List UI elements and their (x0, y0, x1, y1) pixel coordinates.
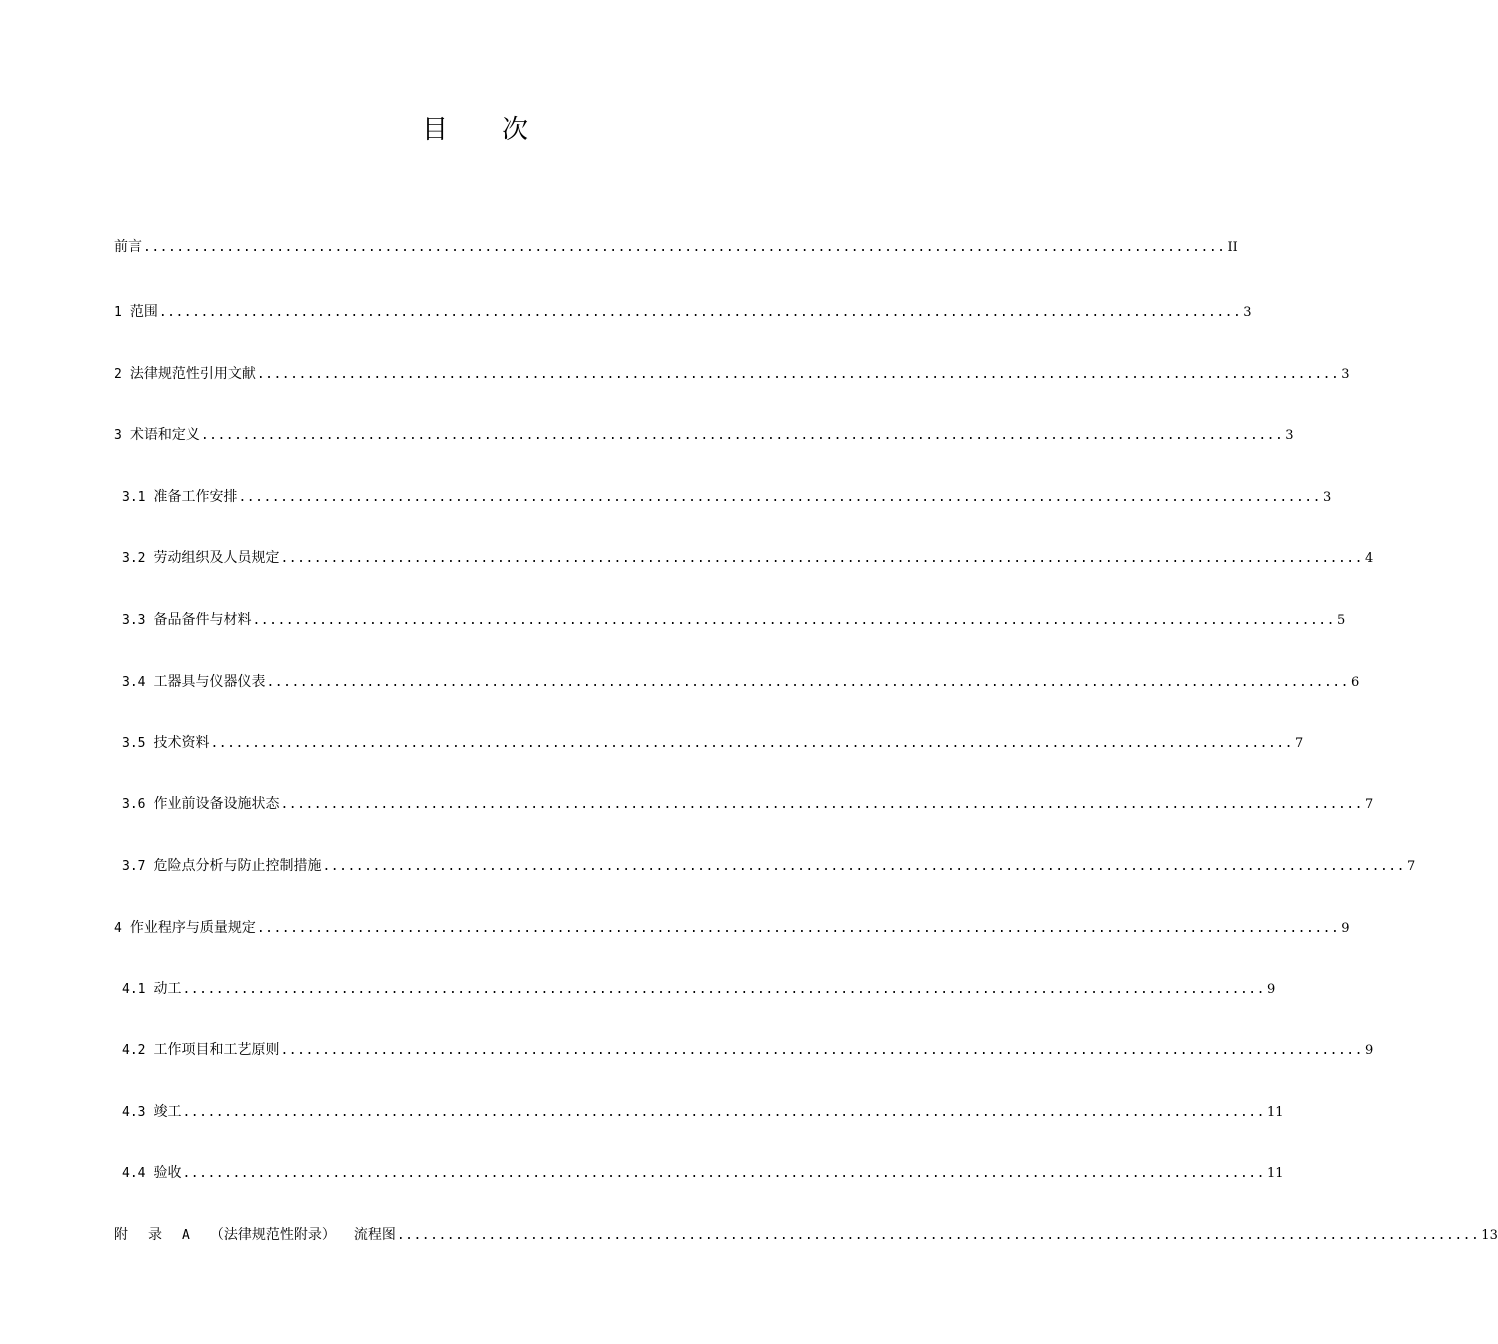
toc-section-label: 验收 (153, 1165, 182, 1181)
dot-leader: .................................................................................................................................. (200, 428, 1284, 443)
toc-section-number: 3.7 (122, 859, 146, 874)
toc-section-label: 工器具与仪器仪表 (153, 674, 266, 690)
toc-page-number: II (1227, 240, 1238, 255)
toc-page-number: 13 (1481, 1228, 1498, 1243)
toc-section-number: 3.5 (122, 736, 146, 751)
dot-leader: .................................................................................................................................. (252, 613, 1335, 628)
dot-leader: .................................................................................................................................. (280, 1043, 1363, 1058)
toc-entry[interactable] (114, 363, 1350, 385)
page-title-char-2: 次 (502, 115, 583, 145)
toc-page-number: 6 (1350, 675, 1360, 690)
toc-section-label: 作业程序与质量规定 (129, 920, 256, 936)
toc-page-number: 3 (1285, 428, 1294, 443)
toc-section-number: 3.4 (122, 675, 146, 690)
toc-section-label: 术语和定义 (129, 427, 200, 443)
toc-section-label: 作业前设备设施状态 (153, 796, 280, 812)
toc-section-number: 4.3 (122, 1105, 146, 1120)
toc-section-number: 3 (114, 428, 122, 443)
toc-preface-label-a: 前 (114, 239, 128, 255)
dot-leader: .................................................................................................................................. (210, 736, 1293, 751)
toc-entry[interactable] (122, 732, 1304, 754)
toc-section-label: 动工 (153, 981, 182, 997)
toc-appendix-letter: A (182, 1228, 190, 1243)
dot-leader: .................................................................................................................................. (238, 490, 1321, 505)
toc-section-number: 4 (114, 921, 122, 936)
toc-section-label: 竣工 (153, 1104, 182, 1120)
dot-leader: .................................................................................................................................. (182, 1105, 1265, 1120)
dot-leader: .................................................................................................................................. (182, 982, 1265, 997)
toc-section-label: 法律规范性引用文献 (129, 366, 256, 382)
toc-page-number: 11 (1266, 1105, 1284, 1120)
toc-page-number: 5 (1336, 613, 1346, 628)
toc-section-number: 4.4 (122, 1166, 146, 1181)
toc-section-label: 危险点分析与防止控制措施 (153, 858, 322, 874)
dot-leader: .................................................................................................................................. (256, 367, 1340, 382)
toc-entry[interactable] (122, 486, 1332, 508)
toc-entry[interactable] (122, 1101, 1284, 1123)
dot-leader: .................................................................................................................................. (322, 859, 1405, 874)
dot-leader: .................................................................................................................................. (396, 1228, 1480, 1243)
dot-leader: .................................................................................................................................. (158, 305, 1242, 320)
toc-section-label: 工作项目和工艺原则 (153, 1042, 280, 1058)
toc-page-number: 7 (1406, 859, 1416, 874)
toc-entry-appendix[interactable] (114, 1224, 1498, 1246)
toc-section-number: 4.2 (122, 1043, 146, 1058)
toc-page-number: 9 (1364, 1043, 1374, 1058)
toc-section-label: 范围 (129, 304, 158, 320)
dot-leader: .................................................................................................................................. (266, 675, 1349, 690)
toc-entry[interactable] (122, 855, 1416, 877)
toc-appendix-word-a: 附 (114, 1227, 128, 1243)
dot-leader: .................................................................................................................................. (182, 1166, 1265, 1181)
toc-appendix-note: （法律规范性附录） (209, 1227, 336, 1243)
toc-entry[interactable] (122, 671, 1360, 693)
toc-page-number: 9 (1266, 982, 1276, 997)
toc-section-label: 备品备件与材料 (153, 612, 252, 628)
toc-page-number: 3 (1322, 490, 1332, 505)
toc-page-number: 7 (1364, 797, 1374, 812)
dot-leader: .................................................................................................................................. (256, 921, 1340, 936)
toc-section-number: 4.1 (122, 982, 146, 997)
toc-entry-preface[interactable] (114, 236, 1238, 258)
toc-page-number: 9 (1341, 921, 1350, 936)
toc-appendix-word-b: 录 (148, 1227, 162, 1243)
dot-leader: .................................................................................................................................. (280, 551, 1363, 566)
toc-entry[interactable] (122, 1039, 1374, 1061)
toc-page-number: 4 (1364, 551, 1374, 566)
toc-page-number: 3 (1341, 367, 1350, 382)
toc-entry[interactable] (122, 609, 1346, 631)
toc-entry[interactable] (114, 917, 1350, 939)
dot-leader: .................................................................................................................................. (143, 240, 1226, 255)
dot-leader: .................................................................................................................................. (280, 797, 1363, 812)
toc-section-number: 3.6 (122, 797, 146, 812)
toc-section-label: 准备工作安排 (153, 489, 238, 505)
toc-entry[interactable] (122, 978, 1276, 1000)
toc-entry[interactable] (114, 424, 1294, 446)
toc-page-number: 7 (1294, 736, 1304, 751)
toc-section-label: 劳动组织及人员规定 (153, 550, 280, 566)
toc-section-number: 1 (114, 305, 122, 320)
page-title-char-1: 目 (421, 115, 502, 145)
toc-entry[interactable] (122, 547, 1374, 569)
toc-page-number: 3 (1243, 305, 1252, 320)
toc-appendix-label: 流程图 (353, 1227, 396, 1243)
toc-entry[interactable] (122, 793, 1374, 815)
toc-page-number: 11 (1266, 1166, 1284, 1181)
toc-preface-label-b: 言 (128, 239, 142, 255)
toc-section-number: 3.3 (122, 613, 146, 628)
toc-entry[interactable] (114, 301, 1252, 323)
toc-section-number: 3.1 (122, 490, 146, 505)
toc-section-number: 2 (114, 367, 122, 382)
toc-entry[interactable] (122, 1162, 1284, 1184)
toc-section-number: 3.2 (122, 551, 146, 566)
toc-section-label: 技术资料 (153, 735, 210, 751)
